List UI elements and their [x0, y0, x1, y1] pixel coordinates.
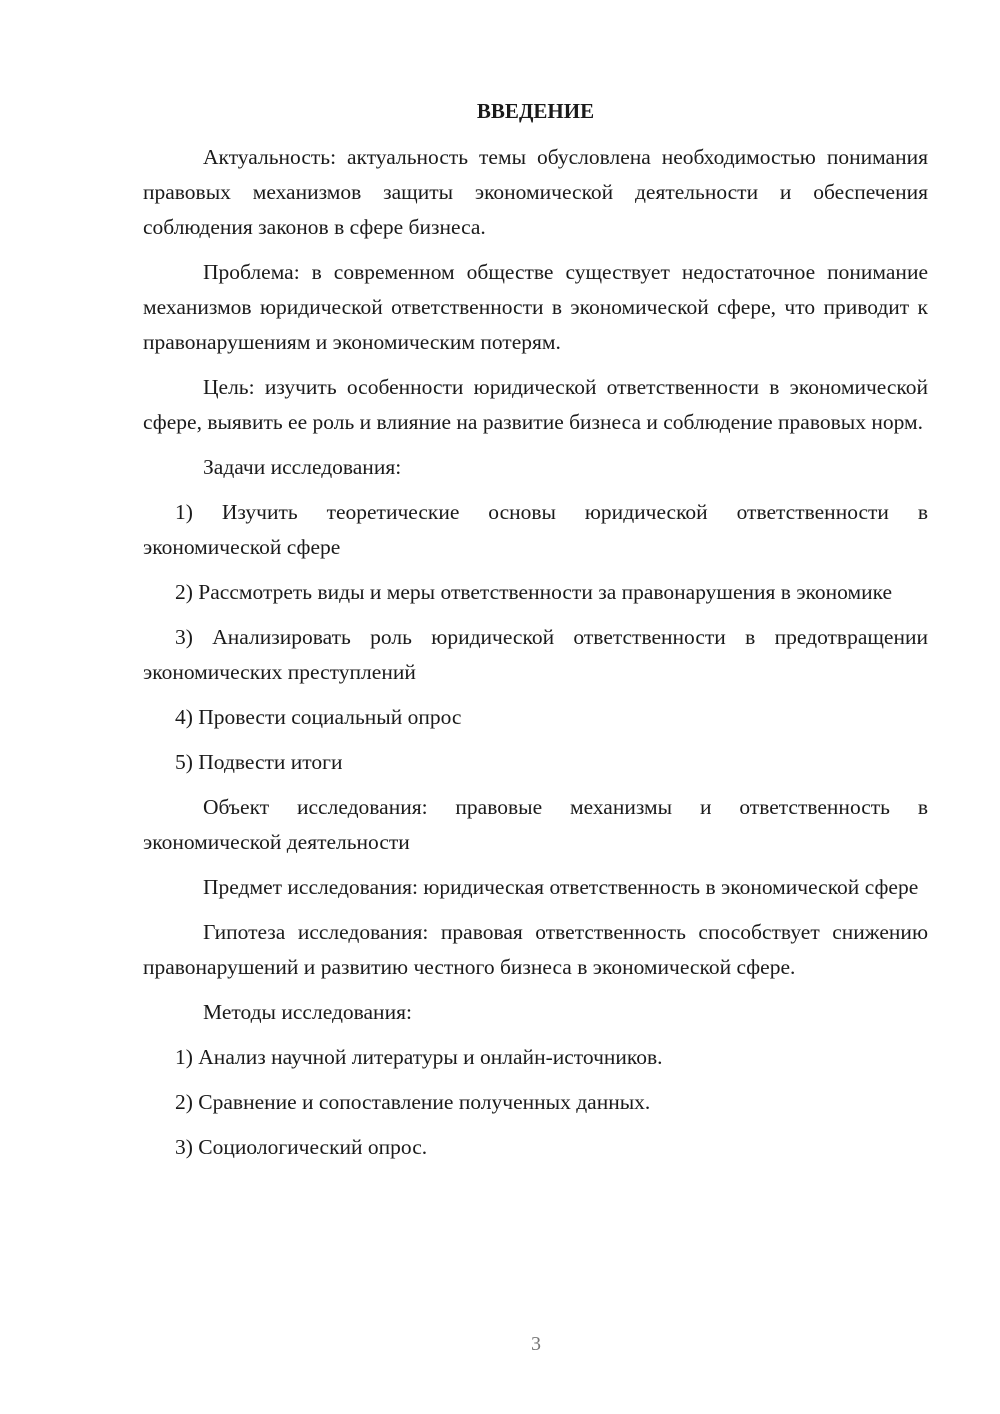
problem-paragraph: Проблема: в современном обществе существует недостаточное понимание механизмов юридической ответственности в экономической сфере, что приводит к правонарушениям и экономическим потерям.: [143, 260, 928, 354]
methods-title: Методы исследования:: [203, 1000, 412, 1024]
method-item: 2) Сравнение и сопоставление полученных данных.: [175, 1090, 651, 1114]
page-content: [143, 96, 928, 1175]
subject-paragraph: Предмет исследования: юридическая ответственность в экономической сфере: [203, 875, 919, 899]
method-item: 3) Социологический опрос.: [175, 1135, 428, 1159]
tasks-title: Задачи исследования:: [203, 455, 402, 479]
task-item: 1) Изучить теоретические основы юридической ответственности в экономической сфере: [143, 500, 928, 559]
section-heading: ВВЕДЕНИЕ: [476, 99, 595, 123]
goal-paragraph: Цель: изучить особенности юридической ответственности в экономической сфере, выявить ее роль и влияние на развитие бизнеса и соблюдение правовых норм.: [143, 375, 928, 434]
hypothesis-paragraph: Гипотеза исследования: правовая ответственность способствует снижению правонарушений и развитию честного бизнеса в экономической сфере.: [143, 920, 928, 979]
task-item: 4) Провести социальный опрос: [175, 705, 462, 729]
page-number: 3: [531, 1333, 541, 1355]
object-paragraph: Объект исследования: правовые механизмы и ответственность в экономической деятельности: [143, 795, 928, 854]
task-item: 5) Подвести итоги: [175, 750, 343, 774]
method-item: 1) Анализ научной литературы и онлайн-источников.: [175, 1045, 663, 1069]
task-item: 2) Рассмотреть виды и меры ответственности за правонарушения в экономике: [175, 580, 893, 604]
task-item: 3) Анализировать роль юридической ответственности в предотвращении экономических преступлений: [143, 625, 928, 684]
relevance-paragraph: Актуальность: актуальность темы обусловлена необходимостью понимания правовых механизмов защиты экономической деятельности и обеспечения соблюдения законов в сфере бизнеса.: [143, 145, 928, 239]
